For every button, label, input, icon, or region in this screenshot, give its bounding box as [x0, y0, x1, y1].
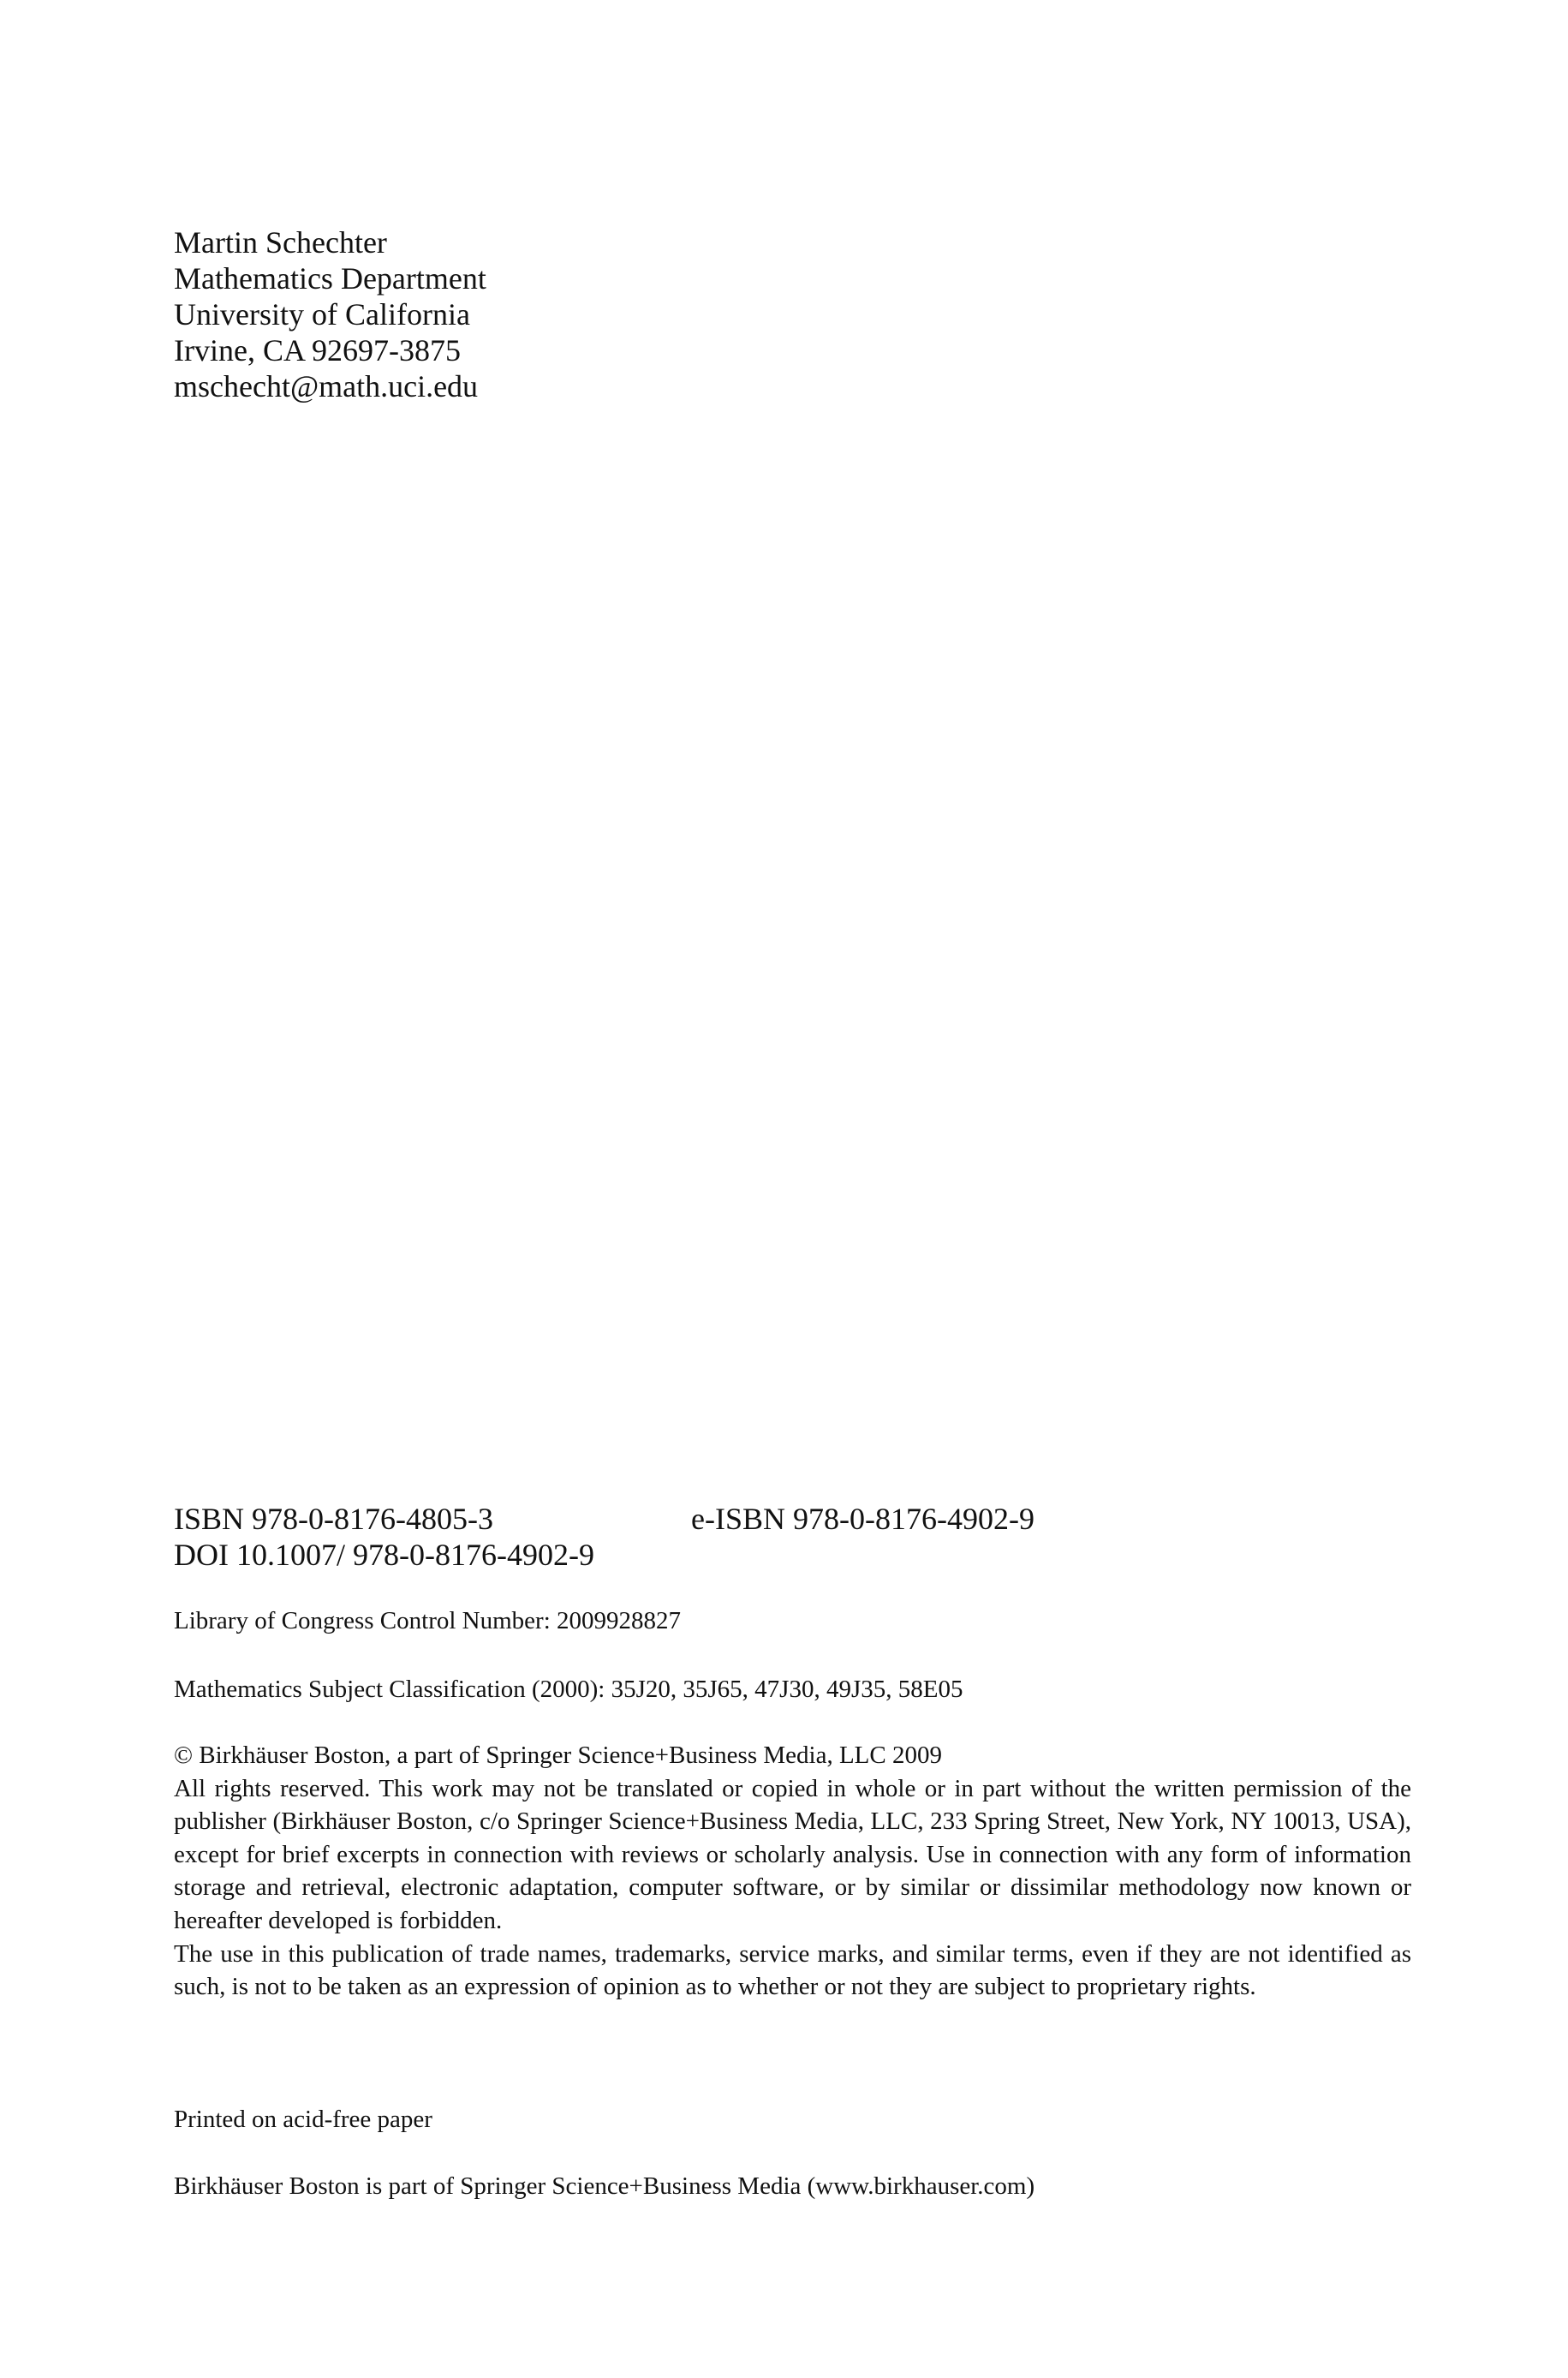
author-address-block: [174, 224, 945, 404]
copyright-notice: © Birkhäuser Boston, a part of Springer Science+Business Media, LLC 2009: [174, 1742, 942, 1769]
rights-statement: All rights reserved. This work may not be translated or copied in whole or in part without the written permission of the publisher (Birkhäuser Boston, c/o Springer Science+Business Media, LLC, 233 Spring Street, New York, NY 10013, USA), except for brief excerpts in connection with reviews or scholarly analysis. Use in connection with any form of information storage and retrieval, electronic adaptation, computer software, or by similar or dissimilar methodology now known or hereafter developed is forbidden.: [174, 1774, 1411, 1934]
copyright-block: [174, 1739, 1411, 2004]
author-department: Mathematics Department: [174, 261, 486, 296]
imprint-note: Birkhäuser Boston is part of Springer Science+Business Media (www.birkhauser.com): [174, 2172, 1035, 2200]
isbn-row: [174, 1501, 1416, 1537]
isbn: ISBN 978-0-8176-4805-3: [174, 1502, 493, 1536]
author-institution: University of California: [174, 297, 470, 332]
subject-classification: Mathematics Subject Classification (2000): 35J20, 35J65, 47J30, 49J35, 58E05: [174, 1676, 963, 1703]
lccn: Library of Congress Control Number: 2009928827: [174, 1607, 682, 1634]
eisbn: e-ISBN 978-0-8176-4902-9: [691, 1502, 1034, 1536]
author-address: Irvine, CA 92697-3875: [174, 333, 461, 367]
trademark-statement: The use in this publication of trade names, trademarks, service marks, and similar terms, even if they are not identified as such, is not to be taken as an expression of opinion as to whether or not they are subject to proprietary rights.: [174, 1939, 1411, 2001]
doi: DOI 10.1007/ 978-0-8176-4902-9: [174, 1538, 594, 1572]
identifiers-block: [174, 1501, 1416, 1573]
author-name: Martin Schechter: [174, 225, 387, 260]
printed-note: Printed on acid-free paper: [174, 2106, 432, 2133]
author-email: mschecht@math.uci.edu: [174, 369, 479, 403]
doi-row: [174, 1537, 1416, 1573]
